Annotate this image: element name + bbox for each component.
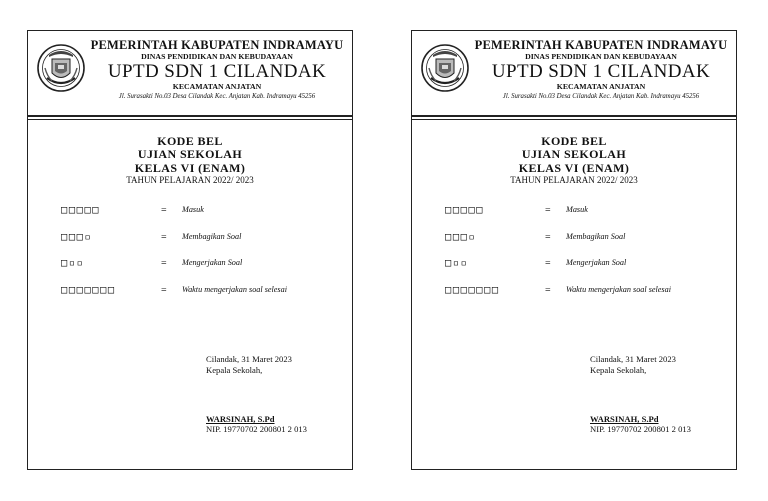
equals-sign: = — [545, 284, 551, 296]
bell-code-row — [61, 284, 351, 311]
letterhead-government: PEMERINTAH KABUPATEN INDRAMAYU — [90, 38, 344, 52]
title-kode-bel: KODE BEL — [541, 134, 607, 148]
letterhead-school: UPTD SDN 1 CILANDAK — [107, 61, 327, 83]
signature-position: Kepala Sekolah, — [206, 364, 263, 375]
letterhead-department: DINAS PENDIDIKAN DAN KEBUDAYAAN — [141, 52, 293, 62]
bell-code-meaning: Waktu mengerjakan soal selesai — [182, 284, 287, 294]
letterhead-department: DINAS PENDIDIKAN DAN KEBUDAYAAN — [525, 52, 677, 62]
letterhead-district: KECAMATAN ANJATAN — [172, 82, 262, 92]
signature-block — [590, 354, 676, 375]
bell-code-meaning: Membagikan Soal — [566, 231, 626, 241]
equals-sign: = — [161, 284, 167, 296]
title-kode-bel: KODE BEL — [157, 134, 223, 148]
signatory-nip: NIP. 19770702 200801 2 013 — [206, 424, 307, 435]
bell-code: □▫▫ — [445, 257, 469, 269]
document-page-right — [411, 30, 737, 470]
title-exam: UJIAN SEKOLAH — [137, 147, 243, 162]
header-divider-thin — [28, 119, 352, 120]
bell-code-row — [61, 204, 351, 231]
bell-code-row — [61, 257, 351, 284]
bell-code-row — [445, 284, 735, 311]
signatory — [206, 414, 307, 435]
equals-sign: = — [161, 205, 167, 216]
signatory — [590, 414, 691, 435]
signatory-nip: NIP. 19770702 200801 2 013 — [590, 424, 691, 435]
bell-code: □□□▫ — [61, 230, 93, 243]
equals-sign: = — [161, 258, 167, 269]
signature-place-date: Cilandak, 31 Maret 2023 — [206, 354, 292, 364]
title-year: TAHUN PELAJARAN 2022/ 2023 — [126, 175, 254, 186]
bell-code-meaning: Masuk — [182, 205, 204, 214]
bell-code-row — [445, 204, 735, 231]
header-divider-thin — [412, 119, 736, 120]
bell-code-list — [445, 204, 735, 310]
bell-code: □□□□□□□ — [61, 283, 116, 296]
title-class: KELAS VI (ENAM) — [134, 160, 246, 175]
signatory-name: WARSINAH, S.Pd — [206, 414, 275, 424]
equals-sign: = — [545, 205, 551, 216]
bell-code-row — [445, 257, 735, 284]
letterhead-address: Jl. Surasakti No.03 Desa Cilandak Kec. Anjatan Kab. Indramayu 45256 — [118, 93, 316, 101]
signatory-name: WARSINAH, S.Pd — [590, 414, 659, 424]
bell-code: □▫▫ — [61, 257, 85, 269]
document-title — [412, 135, 736, 185]
bell-code: □□□□□ — [445, 204, 485, 216]
letterhead-address: Jl. Surasakti No.03 Desa Cilandak Kec. Anjatan Kab. Indramayu 45256 — [502, 93, 700, 101]
bell-code: □□□□□ — [61, 204, 101, 216]
bell-code-row — [61, 231, 351, 258]
bell-code-meaning: Mengerjakan Soal — [566, 258, 627, 267]
letterhead-district: KECAMATAN ANJATAN — [556, 82, 646, 92]
title-exam: UJIAN SEKOLAH — [521, 147, 627, 162]
signature-place-date: Cilandak, 31 Maret 2023 — [590, 354, 676, 364]
letterhead-text — [84, 39, 350, 101]
letterhead — [28, 31, 352, 113]
equals-sign: = — [545, 258, 551, 269]
title-class: KELAS VI (ENAM) — [518, 160, 630, 175]
bell-code-meaning: Mengerjakan Soal — [182, 258, 243, 267]
equals-sign: = — [545, 231, 551, 243]
signature-position: Kepala Sekolah, — [590, 364, 647, 375]
regency-crest-icon — [36, 41, 86, 95]
bell-code-list — [61, 204, 351, 310]
equals-sign: = — [161, 231, 167, 243]
letterhead — [412, 31, 736, 113]
regency-crest-icon — [420, 41, 470, 95]
bell-code-meaning: Membagikan Soal — [182, 231, 242, 241]
document-page-left — [27, 30, 353, 470]
bell-code-meaning: Masuk — [566, 205, 588, 214]
document-title — [28, 135, 352, 185]
header-divider-thick — [412, 115, 736, 117]
letterhead-text — [468, 39, 734, 101]
bell-code: □□□□□□□ — [445, 283, 500, 296]
title-year: TAHUN PELAJARAN 2022/ 2023 — [510, 175, 638, 186]
bell-code: □□□▫ — [445, 230, 477, 243]
letterhead-government: PEMERINTAH KABUPATEN INDRAMAYU — [474, 38, 728, 52]
signature-block — [206, 354, 292, 375]
bell-code-meaning: Waktu mengerjakan soal selesai — [566, 284, 671, 294]
letterhead-school: UPTD SDN 1 CILANDAK — [491, 61, 711, 83]
header-divider-thick — [28, 115, 352, 117]
bell-code-row — [445, 231, 735, 258]
